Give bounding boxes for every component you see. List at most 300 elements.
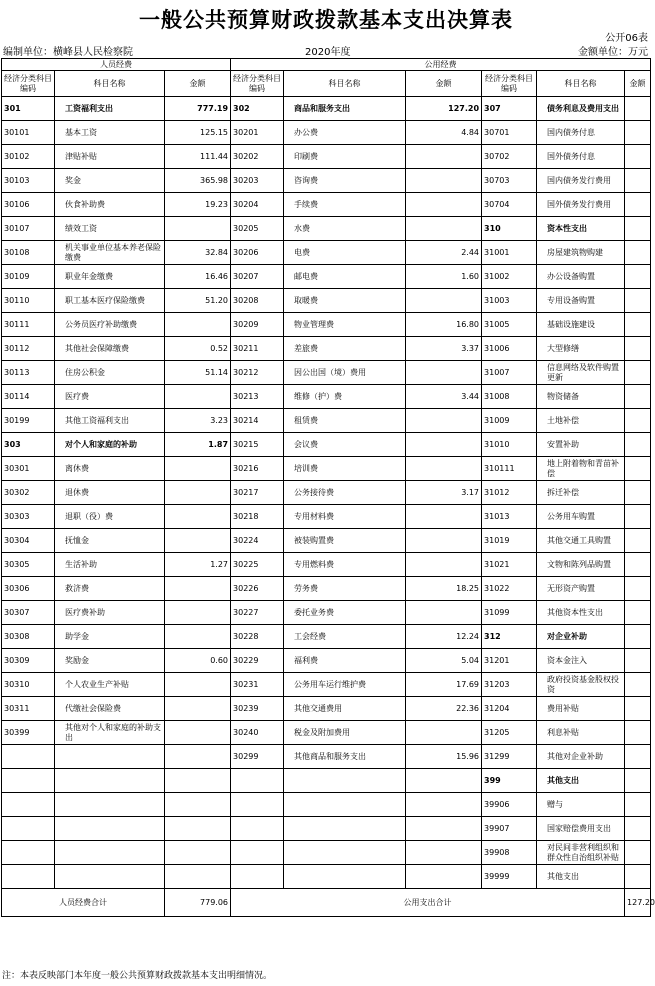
cell-name: 住房公积金: [55, 361, 165, 385]
cell-code: [231, 865, 284, 889]
cell-amount: [406, 193, 482, 217]
cell-code: 30216: [231, 457, 284, 481]
cell-amount: [625, 217, 651, 241]
cell-name: 物业管理费: [284, 313, 406, 337]
cell-name: 商品和服务支出: [284, 97, 406, 121]
cell-name: [55, 745, 165, 769]
cell-code: 30204: [231, 193, 284, 217]
cell-name: 地上附着物和青苗补偿: [537, 457, 625, 481]
cell-amount: [165, 577, 231, 601]
cell-code: 31012: [482, 481, 537, 505]
cell-name: 公务用车购置: [537, 505, 625, 529]
table-row: [2, 313, 651, 337]
cell-name: 医疗费补助: [55, 601, 165, 625]
cell-code: 31299: [482, 745, 537, 769]
cell-name: 物资储备: [537, 385, 625, 409]
cell-code: 30212: [231, 361, 284, 385]
cell-code: 39907: [482, 817, 537, 841]
table-row: [2, 337, 651, 361]
cell-code: 30101: [2, 121, 55, 145]
cell-amount: [406, 865, 482, 889]
cell-amount: [165, 697, 231, 721]
cell-name: 福利费: [284, 649, 406, 673]
cell-name: [55, 817, 165, 841]
cell-amount: [165, 457, 231, 481]
cell-name: 其他资本性支出: [537, 601, 625, 625]
cell-amount: 16.46: [165, 265, 231, 289]
cell-amount: [625, 721, 651, 745]
cell-amount: 3.44: [406, 385, 482, 409]
cell-name: 委托业务费: [284, 601, 406, 625]
cell-code: 30303: [2, 505, 55, 529]
cell-amount: [625, 625, 651, 649]
cell-name: 被装购置费: [284, 529, 406, 553]
cell-name: 其他交通工具购置: [537, 529, 625, 553]
cell-code: 310111: [482, 457, 537, 481]
cell-code: 312: [482, 625, 537, 649]
cell-amount: [625, 169, 651, 193]
cell-code: [2, 817, 55, 841]
cell-code: 30113: [2, 361, 55, 385]
cell-name: 国外债务发行费用: [537, 193, 625, 217]
cell-code: 30224: [231, 529, 284, 553]
cell-code: 30308: [2, 625, 55, 649]
cell-name: [55, 865, 165, 889]
cell-name: 基本工资: [55, 121, 165, 145]
table-row: [2, 841, 651, 865]
cell-amount: [165, 601, 231, 625]
cell-name: 专用燃料费: [284, 553, 406, 577]
fiscal-year: 2020年度: [305, 47, 351, 58]
cell-amount: 127.20: [406, 97, 482, 121]
cell-amount: [165, 841, 231, 865]
cell-amount: [165, 385, 231, 409]
cell-amount: [625, 793, 651, 817]
cell-name: 国内债务付息: [537, 121, 625, 145]
cell-amount: [406, 601, 482, 625]
cell-amount: 16.80: [406, 313, 482, 337]
cell-name: 其他交通费用: [284, 697, 406, 721]
cell-name: 赠与: [537, 793, 625, 817]
cell-amount: [406, 817, 482, 841]
cell-code: 30704: [482, 193, 537, 217]
cell-name: 个人农业生产补贴: [55, 673, 165, 697]
cell-code: 30110: [2, 289, 55, 313]
cell-code: 30217: [231, 481, 284, 505]
cell-amount: [625, 193, 651, 217]
cell-code: 30299: [231, 745, 284, 769]
cell-code: 31002: [482, 265, 537, 289]
cell-code: 30226: [231, 577, 284, 601]
cell-code: 30112: [2, 337, 55, 361]
amount-unit: 金额单位：万元: [578, 47, 648, 58]
cell-name: 退职（役）费: [55, 505, 165, 529]
cell-name: 救济费: [55, 577, 165, 601]
cell-code: 30213: [231, 385, 284, 409]
table-row: [2, 289, 651, 313]
table-row: [2, 721, 651, 745]
cell-amount: 5.04: [406, 649, 482, 673]
cell-name: 差旅费: [284, 337, 406, 361]
column-header-code: 经济分类科目编码: [2, 71, 55, 97]
cell-code: 30240: [231, 721, 284, 745]
cell-code: 310: [482, 217, 537, 241]
table-row: [2, 673, 651, 697]
cell-name: 税金及附加费用: [284, 721, 406, 745]
table-row: [2, 577, 651, 601]
cell-name: 工资福利支出: [55, 97, 165, 121]
personnel-total-label: 人员经费合计: [2, 889, 165, 917]
cell-code: [2, 793, 55, 817]
cell-name: 退休费: [55, 481, 165, 505]
cell-amount: [625, 841, 651, 865]
cell-code: 30301: [2, 457, 55, 481]
cell-name: 手续费: [284, 193, 406, 217]
cell-amount: 3.17: [406, 481, 482, 505]
cell-name: 政府投资基金股权投资: [537, 673, 625, 697]
cell-amount: [406, 793, 482, 817]
cell-amount: 18.25: [406, 577, 482, 601]
cell-name: 维修（护）费: [284, 385, 406, 409]
column-header-amount: 金额: [165, 71, 231, 97]
cell-name: 代缴社会保险费: [55, 697, 165, 721]
cell-name: 安置补助: [537, 433, 625, 457]
cell-code: 30206: [231, 241, 284, 265]
cell-name: 对个人和家庭的补助: [55, 433, 165, 457]
cell-code: 30207: [231, 265, 284, 289]
cell-name: [284, 793, 406, 817]
cell-code: 30399: [2, 721, 55, 745]
cell-code: 30229: [231, 649, 284, 673]
cell-amount: 0.60: [165, 649, 231, 673]
cell-code: 30211: [231, 337, 284, 361]
cell-amount: 3.37: [406, 337, 482, 361]
cell-code: 30214: [231, 409, 284, 433]
cell-code: 31099: [482, 601, 537, 625]
cell-name: 国外债务付息: [537, 145, 625, 169]
cell-code: 30309: [2, 649, 55, 673]
cell-code: 39999: [482, 865, 537, 889]
cell-name: 职业年金缴费: [55, 265, 165, 289]
cell-code: 303: [2, 433, 55, 457]
cell-amount: [625, 361, 651, 385]
cell-code: 30199: [2, 409, 55, 433]
cell-amount: 1.87: [165, 433, 231, 457]
personnel-total-value: 779.06: [165, 889, 231, 917]
cell-code: 301: [2, 97, 55, 121]
public-total-label: 公用支出合计: [231, 889, 625, 917]
cell-amount: [625, 433, 651, 457]
cell-amount: [625, 529, 651, 553]
cell-name: 无形资产购置: [537, 577, 625, 601]
cell-name: 培训费: [284, 457, 406, 481]
cell-code: 30209: [231, 313, 284, 337]
column-header-name: 科目名称: [284, 71, 406, 97]
cell-code: 31201: [482, 649, 537, 673]
cell-name: [284, 769, 406, 793]
cell-amount: 19.23: [165, 193, 231, 217]
cell-name: 助学金: [55, 625, 165, 649]
table-row: [2, 817, 651, 841]
cell-amount: [625, 313, 651, 337]
cell-name: 印刷费: [284, 145, 406, 169]
table-row: [2, 265, 651, 289]
table-row: [2, 145, 651, 169]
cell-code: 30114: [2, 385, 55, 409]
cell-amount: [165, 817, 231, 841]
cell-name: 水费: [284, 217, 406, 241]
page-title: 一般公共预算财政拨款基本支出决算表: [139, 8, 513, 32]
cell-amount: [625, 697, 651, 721]
cell-amount: 2.44: [406, 241, 482, 265]
cell-code: 30102: [2, 145, 55, 169]
cell-amount: [625, 289, 651, 313]
cell-amount: [406, 217, 482, 241]
cell-code: 30239: [231, 697, 284, 721]
cell-code: 30205: [231, 217, 284, 241]
cell-code: 31022: [482, 577, 537, 601]
column-header-amount: 金额: [406, 71, 482, 97]
cell-amount: [625, 481, 651, 505]
footnote: 注：本表反映部门本年度一般公共预算财政拨款基本支出明细情况。: [2, 971, 273, 981]
table-row: [2, 553, 651, 577]
cell-name: 其他对个人和家庭的补助支出: [55, 721, 165, 745]
personnel-group-header: 人员经费: [2, 59, 231, 71]
cell-amount: [625, 865, 651, 889]
expenditure-table: [1, 58, 655, 917]
cell-name: 债务利息及费用支出: [537, 97, 625, 121]
cell-code: [2, 865, 55, 889]
cell-amount: 51.14: [165, 361, 231, 385]
table-row: [2, 601, 651, 625]
cell-amount: 1.60: [406, 265, 482, 289]
cell-code: 30215: [231, 433, 284, 457]
cell-name: 其他支出: [537, 865, 625, 889]
cell-name: 文物和陈列品购置: [537, 553, 625, 577]
cell-amount: [406, 409, 482, 433]
cell-name: 会议费: [284, 433, 406, 457]
table-row: [2, 241, 651, 265]
cell-amount: [165, 481, 231, 505]
cell-code: 39908: [482, 841, 537, 865]
table-row: [2, 505, 651, 529]
cell-code: 31204: [482, 697, 537, 721]
cell-name: 公务用车运行维护费: [284, 673, 406, 697]
cell-code: 30231: [231, 673, 284, 697]
table-row: [2, 745, 651, 769]
cell-amount: [625, 457, 651, 481]
cell-code: 30203: [231, 169, 284, 193]
cell-name: 离休费: [55, 457, 165, 481]
cell-name: 机关事业单位基本养老保险缴费: [55, 241, 165, 265]
table-row: [2, 169, 651, 193]
cell-amount: [165, 529, 231, 553]
table-row: [2, 649, 651, 673]
cell-amount: [165, 721, 231, 745]
cell-name: 大型修缮: [537, 337, 625, 361]
cell-name: 资本性支出: [537, 217, 625, 241]
cell-amount: [625, 769, 651, 793]
table-row: [2, 385, 651, 409]
cell-name: 办公费: [284, 121, 406, 145]
table-row: [2, 481, 651, 505]
cell-name: [55, 841, 165, 865]
cell-name: 办公设备购置: [537, 265, 625, 289]
cell-amount: [625, 577, 651, 601]
cell-code: 30702: [482, 145, 537, 169]
table-row: [2, 457, 651, 481]
cell-code: 31003: [482, 289, 537, 313]
cell-code: 31005: [482, 313, 537, 337]
cell-code: 399: [482, 769, 537, 793]
reporting-unit: 编制单位：横峰县人民检察院: [3, 47, 133, 58]
cell-name: 绩效工资: [55, 217, 165, 241]
cell-amount: [625, 241, 651, 265]
cell-code: 31006: [482, 337, 537, 361]
table-row: [2, 121, 651, 145]
cell-amount: 111.44: [165, 145, 231, 169]
cell-amount: [625, 649, 651, 673]
cell-amount: 22.36: [406, 697, 482, 721]
cell-code: 31021: [482, 553, 537, 577]
public-group-header: 公用经费: [231, 59, 651, 71]
cell-name: 专用设备购置: [537, 289, 625, 313]
cell-name: 咨询费: [284, 169, 406, 193]
cell-code: 307: [482, 97, 537, 121]
cell-amount: 15.96: [406, 745, 482, 769]
cell-name: 奖金: [55, 169, 165, 193]
cell-name: [55, 793, 165, 817]
cell-amount: 4.84: [406, 121, 482, 145]
cell-amount: 0.52: [165, 337, 231, 361]
cell-amount: [625, 337, 651, 361]
cell-amount: [625, 145, 651, 169]
cell-name: 其他支出: [537, 769, 625, 793]
cell-name: 邮电费: [284, 265, 406, 289]
cell-code: 302: [231, 97, 284, 121]
cell-code: [231, 769, 284, 793]
cell-code: 30202: [231, 145, 284, 169]
table-row: [2, 793, 651, 817]
cell-name: 对民间非营利组织和群众性自治组织补贴: [537, 841, 625, 865]
cell-amount: 51.20: [165, 289, 231, 313]
cell-name: 取暖费: [284, 289, 406, 313]
cell-code: 30225: [231, 553, 284, 577]
cell-amount: [625, 673, 651, 697]
cell-name: 基础设施建设: [537, 313, 625, 337]
cell-name: 奖励金: [55, 649, 165, 673]
cell-amount: [625, 505, 651, 529]
cell-code: 31019: [482, 529, 537, 553]
cell-code: 31007: [482, 361, 537, 385]
cell-amount: [406, 769, 482, 793]
cell-name: 信息网络及软件购置更新: [537, 361, 625, 385]
cell-name: 抚恤金: [55, 529, 165, 553]
cell-code: 30111: [2, 313, 55, 337]
cell-name: [55, 769, 165, 793]
cell-amount: [165, 625, 231, 649]
cell-amount: [406, 289, 482, 313]
cell-amount: 12.24: [406, 625, 482, 649]
totals-row: [2, 889, 651, 917]
cell-code: 30218: [231, 505, 284, 529]
cell-code: 30208: [231, 289, 284, 313]
cell-code: 30310: [2, 673, 55, 697]
cell-code: [2, 769, 55, 793]
cell-code: 30201: [231, 121, 284, 145]
cell-amount: [406, 361, 482, 385]
cell-name: 劳务费: [284, 577, 406, 601]
cell-amount: [406, 529, 482, 553]
table-row: [2, 865, 651, 889]
cell-code: 30107: [2, 217, 55, 241]
cell-name: 专用材料费: [284, 505, 406, 529]
cell-amount: 17.69: [406, 673, 482, 697]
cell-code: 30307: [2, 601, 55, 625]
cell-code: 31001: [482, 241, 537, 265]
cell-name: 房屋建筑物购建: [537, 241, 625, 265]
table-row: [2, 97, 651, 121]
cell-code: 31205: [482, 721, 537, 745]
cell-code: 31009: [482, 409, 537, 433]
cell-name: 国家赔偿费用支出: [537, 817, 625, 841]
cell-code: 30703: [482, 169, 537, 193]
cell-name: 其他社会保障缴费: [55, 337, 165, 361]
cell-name: 医疗费: [55, 385, 165, 409]
cell-amount: [165, 313, 231, 337]
cell-code: 30302: [2, 481, 55, 505]
cell-amount: [165, 745, 231, 769]
cell-amount: 3.23: [165, 409, 231, 433]
cell-code: 30228: [231, 625, 284, 649]
table-row: [2, 361, 651, 385]
cell-code: 31203: [482, 673, 537, 697]
cell-amount: [165, 217, 231, 241]
cell-amount: 125.15: [165, 121, 231, 145]
cell-amount: [406, 433, 482, 457]
cell-amount: [406, 169, 482, 193]
cell-amount: [625, 385, 651, 409]
cell-code: 30108: [2, 241, 55, 265]
cell-name: [284, 841, 406, 865]
cell-code: [2, 745, 55, 769]
column-header-code: 经济分类科目编码: [231, 71, 284, 97]
table-row: [2, 193, 651, 217]
cell-code: 30103: [2, 169, 55, 193]
table-row: [2, 697, 651, 721]
cell-name: 生活补助: [55, 553, 165, 577]
cell-amount: [625, 817, 651, 841]
column-header-code: 经济分类科目编码: [482, 71, 537, 97]
cell-name: [284, 865, 406, 889]
table-row: [2, 769, 651, 793]
cell-code: 30227: [231, 601, 284, 625]
cell-amount: [165, 673, 231, 697]
cell-amount: [406, 145, 482, 169]
cell-code: [2, 841, 55, 865]
public-total-value: 127.20: [625, 889, 651, 917]
table-row: [2, 217, 651, 241]
cell-amount: [406, 721, 482, 745]
cell-name: 费用补贴: [537, 697, 625, 721]
cell-name: 公务员医疗补助缴费: [55, 313, 165, 337]
cell-code: 31013: [482, 505, 537, 529]
table-row: [2, 529, 651, 553]
cell-amount: [165, 505, 231, 529]
table-number: 公开06表: [605, 33, 648, 44]
cell-name: 拆迁补偿: [537, 481, 625, 505]
cell-name: 其他对企业补助: [537, 745, 625, 769]
